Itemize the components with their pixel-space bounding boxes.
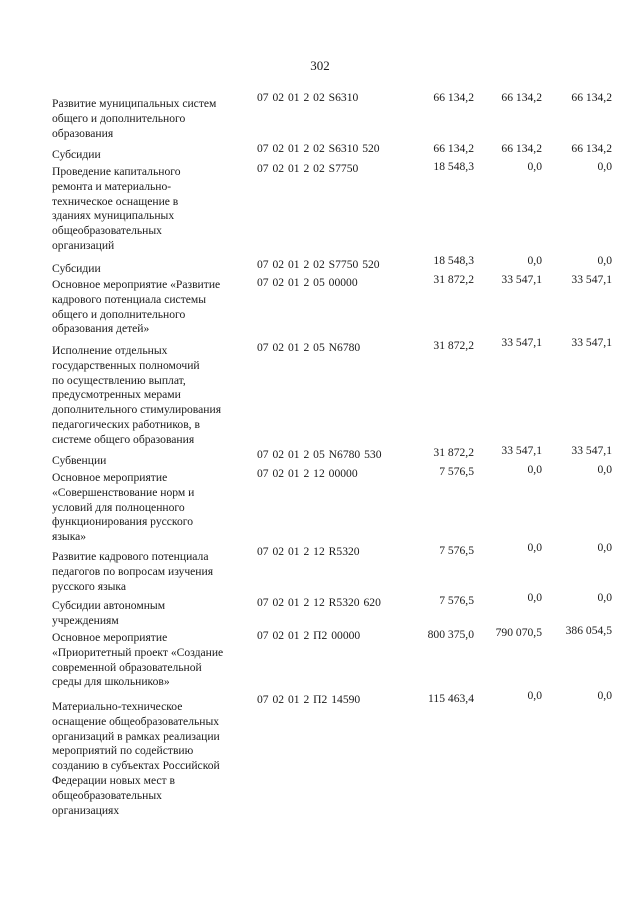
row-value-2: 33 547,1 <box>501 336 542 349</box>
row-value-3: 33 547,1 <box>571 444 612 457</box>
row-code: 07 02 01 2 02 S6310 520 <box>257 142 380 155</box>
row-name: Проведение капитального ремонта и материально- техническое оснащение в зданиях муниципальных общеобразовательных организаций <box>52 165 181 252</box>
row-name: Материально-техническое оснащение общеобразовательных организаций в рамках реализации мероприятий по содействию созданию в субъектах Российской Федерации новых мест в общеобразовательных организациях <box>52 700 220 817</box>
row-code: 07 02 01 2 02 S7750 520 <box>257 258 380 271</box>
row-value-1: 66 134,2 <box>433 142 474 155</box>
row-value-1: 66 134,2 <box>433 91 474 104</box>
row-value-3: 66 134,2 <box>571 91 612 104</box>
row-name: Основное мероприятие «Приоритетный проект «Создание современной образовательной среды для школьников» <box>52 631 224 689</box>
row-code: 07 02 01 2 02 S7750 <box>257 162 359 175</box>
row-value-2: 0,0 <box>527 689 542 702</box>
row-value-2: 0,0 <box>527 463 542 476</box>
row-value-3: 66 134,2 <box>571 142 612 155</box>
row-value-1: 800 375,0 <box>427 628 474 641</box>
row-value-2: 66 134,2 <box>501 142 542 155</box>
row-value-3: 0,0 <box>597 463 612 476</box>
row-value-1: 18 548,3 <box>433 254 474 267</box>
row-value-1: 115 463,4 <box>428 692 474 705</box>
row-code: 07 02 01 2 12 00000 <box>257 467 358 480</box>
row-name: Субсидии <box>52 148 101 161</box>
page-number: 302 <box>310 58 330 73</box>
row-name: Развитие кадрового потенциала педагогов по вопросам изучения русского языка <box>52 550 214 593</box>
row-name: Исполнение отдельных государственных полномочий по осуществлению выплат, предусмотренных мерами дополнительного стимулирования педагогических работников, в системе общего образования <box>52 344 222 446</box>
row-code: 07 02 01 2 05 N6780 530 <box>257 448 382 461</box>
row-name: Основное мероприятие «Совершенствование норм и условий для полноценного функционирования русского языка» <box>52 471 195 544</box>
row-code: 07 02 01 2 П2 00000 <box>257 629 361 642</box>
row-value-1: 31 872,2 <box>433 446 474 459</box>
row-value-2: 0,0 <box>527 254 542 267</box>
row-code: 07 02 01 2 05 00000 <box>257 276 358 289</box>
row-code: 07 02 01 2 12 R5320 <box>257 545 360 558</box>
row-value-3: 0,0 <box>597 541 612 554</box>
row-value-2: 33 547,1 <box>501 444 542 457</box>
row-name: Субсидии <box>52 262 101 275</box>
row-code: 07 02 01 2 12 R5320 620 <box>257 596 381 609</box>
row-value-3: 0,0 <box>597 591 612 604</box>
row-value-3: 33 547,1 <box>571 273 612 286</box>
row-value-3: 33 547,1 <box>571 336 612 349</box>
row-value-3: 0,0 <box>597 689 612 702</box>
row-value-3: 0,0 <box>597 160 612 173</box>
row-value-1: 18 548,3 <box>433 160 474 173</box>
row-code: 07 02 01 2 05 N6780 <box>257 341 361 354</box>
row-value-2: 33 547,1 <box>501 273 542 286</box>
row-value-1: 7 576,5 <box>439 544 474 557</box>
row-name: Субсидии автономным учреждениям <box>52 599 166 627</box>
row-value-1: 7 576,5 <box>439 465 474 478</box>
row-value-2: 0,0 <box>527 160 542 173</box>
row-value-1: 31 872,2 <box>433 273 474 286</box>
row-code: 07 02 01 2 П2 14590 <box>257 693 361 706</box>
row-name: Субвенции <box>52 454 107 467</box>
row-value-1: 31 872,2 <box>433 339 474 352</box>
row-value-2: 66 134,2 <box>501 91 542 104</box>
row-code: 07 02 01 2 02 S6310 <box>257 91 359 104</box>
row-value-3: 0,0 <box>597 254 612 267</box>
row-value-3: 386 054,5 <box>565 624 612 637</box>
row-name: Развитие муниципальных систем общего и дополнительного образования <box>52 97 217 140</box>
row-value-2: 0,0 <box>527 591 542 604</box>
row-value-2: 790 070,5 <box>495 626 542 639</box>
row-value-2: 0,0 <box>527 541 542 554</box>
row-value-1: 7 576,5 <box>439 594 474 607</box>
row-name: Основное мероприятие «Развитие кадрового потенциала системы общего и дополнительного образования детей» <box>52 278 221 336</box>
